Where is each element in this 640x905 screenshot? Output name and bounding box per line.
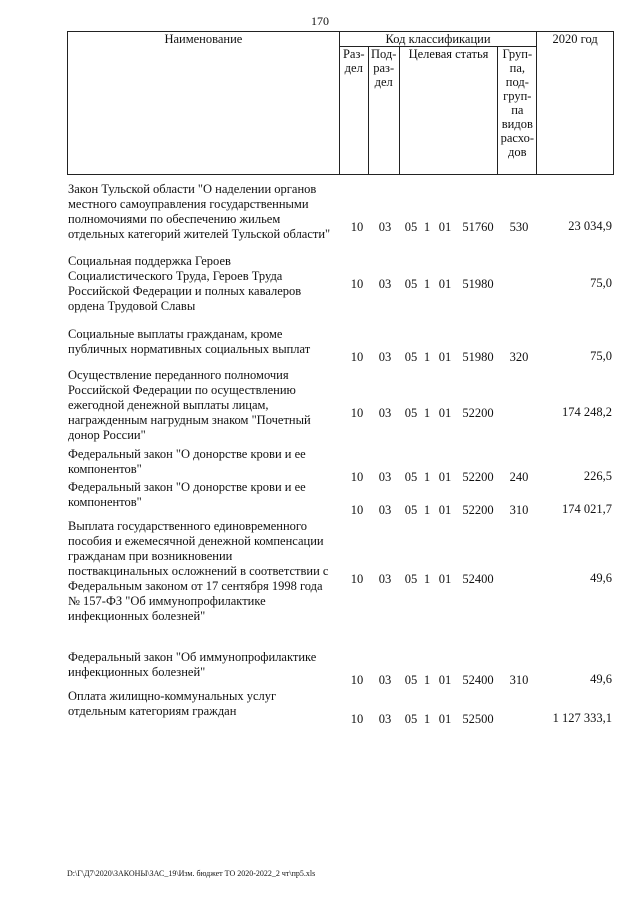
expense-group-code: 530: [509, 220, 529, 234]
row-name-line: компонентов": [68, 495, 142, 509]
amount-2020: 49,6: [590, 571, 612, 585]
target-subprogram-code: 1: [423, 277, 431, 291]
row-name: [68, 650, 348, 680]
target-program-code: 05: [404, 406, 418, 420]
razdel-code: 10: [350, 220, 364, 234]
podrazdel-code: 03: [378, 712, 392, 726]
header-group-line: Груп-: [502, 47, 533, 61]
row-name-line: Российской Федерации по осуществлению: [68, 383, 296, 397]
target-program-code: 05: [404, 277, 418, 291]
target-direction-code: 51980: [462, 277, 494, 291]
row-name-line: гражданам при возникновении: [68, 549, 233, 563]
row-name-line: Выплата государственного единовременного: [68, 519, 307, 533]
row-name-line: инфекционных болезней": [68, 609, 206, 623]
target-event-code: 01: [438, 572, 452, 586]
target-subprogram-code: 1: [423, 572, 431, 586]
expense-group-code: 320: [509, 350, 529, 364]
podrazdel-code: 03: [378, 220, 392, 234]
target-direction-code: 51980: [462, 350, 494, 364]
row-name-line: инфекционных болезней": [68, 665, 206, 679]
header-group-line: под-: [505, 75, 529, 89]
target-subprogram-code: 1: [423, 712, 431, 726]
expense-group-code: 310: [509, 673, 529, 687]
target-event-code: 01: [438, 406, 452, 420]
header-razdel-line: дел: [344, 61, 363, 75]
target-event-code: 01: [438, 220, 452, 234]
razdel-code: 10: [350, 712, 364, 726]
expense-group-code: 240: [509, 470, 529, 484]
row-name-line: награжденным нагрудным знаком "Почетный: [68, 413, 311, 427]
row-name-line: Социальные выплаты гражданам, кроме: [68, 327, 283, 341]
razdel-code: 10: [350, 572, 364, 586]
target-direction-code: 51760: [462, 220, 494, 234]
row-name-line: Российской Федерации и полных кавалеров: [68, 284, 302, 298]
table-header: [67, 31, 614, 175]
header-podrazdel-line: Под-: [370, 47, 397, 61]
podrazdel-code: 03: [378, 673, 392, 687]
row-name-line: ордена Трудовой Славы: [68, 299, 196, 313]
row-name-line: полномочиями по обеспечению жильем: [68, 212, 281, 226]
header-group-line: дов: [508, 145, 527, 159]
header-name: Наименование: [68, 32, 340, 175]
amount-2020: 75,0: [590, 349, 612, 363]
row-name-line: публичных нормативных социальных выплат: [68, 342, 311, 356]
target-direction-code: 52400: [462, 572, 494, 586]
target-program-code: 05: [404, 470, 418, 484]
razdel-code: 10: [350, 470, 364, 484]
podrazdel-code: 03: [378, 406, 392, 420]
target-subprogram-code: 1: [423, 350, 431, 364]
row-name-line: компонентов": [68, 462, 142, 476]
target-program-code: 05: [404, 350, 418, 364]
amount-2020: 174 248,2: [562, 405, 612, 419]
row-name-line: № 157-ФЗ "Об иммунопрофилактике: [68, 594, 266, 608]
target-subprogram-code: 1: [423, 220, 431, 234]
amount-2020: 23 034,9: [568, 219, 612, 233]
amount-2020: 226,5: [583, 469, 612, 483]
amount-2020: 174 021,7: [562, 502, 612, 516]
row-name-line: ежегодной денежной выплаты лицам,: [68, 398, 269, 412]
row-name-line: Федеральным законом от 17 сентября 1998 года: [68, 579, 323, 593]
header-podrazdel-line: дел: [374, 75, 393, 89]
header-group-line: па: [511, 103, 524, 117]
podrazdel-code: 03: [378, 350, 392, 364]
podrazdel-code: 03: [378, 503, 392, 517]
target-subprogram-code: 1: [423, 673, 431, 687]
row-name: [68, 519, 348, 624]
header-group-line: груп-: [503, 89, 532, 103]
row-name-line: Закон Тульской области "О наделении органов: [68, 182, 317, 196]
target-event-code: 01: [438, 470, 452, 484]
page-number: 170: [311, 14, 329, 28]
target-direction-code: 52200: [462, 406, 494, 420]
podrazdel-code: 03: [378, 572, 392, 586]
row-name: [68, 327, 348, 357]
expense-group-code: 310: [509, 503, 529, 517]
podrazdel-code: 03: [378, 277, 392, 291]
row-name-line: Федеральный закон "Об иммунопрофилактике: [68, 650, 317, 664]
razdel-code: 10: [350, 277, 364, 291]
target-subprogram-code: 1: [423, 470, 431, 484]
header-razdel: [339, 47, 368, 175]
row-name: [68, 368, 348, 443]
row-name: [68, 447, 348, 477]
target-subprogram-code: 1: [423, 503, 431, 517]
target-subprogram-code: 1: [423, 406, 431, 420]
row-name-line: Федеральный закон "О донорстве крови и ее: [68, 447, 306, 461]
row-name-line: отдельных категорий жителей Тульской области": [68, 227, 331, 241]
row-name-line: донор России": [68, 428, 146, 442]
row-name: [68, 254, 348, 314]
target-direction-code: 52200: [462, 470, 494, 484]
row-name-line: местного самоуправления государственными: [68, 197, 309, 211]
header-group-line: расхо-: [500, 131, 534, 145]
podrazdel-code: 03: [378, 470, 392, 484]
row-name: [68, 182, 348, 242]
header-group-line: па,: [509, 61, 525, 75]
target-event-code: 01: [438, 350, 452, 364]
target-event-code: 01: [438, 673, 452, 687]
header-group: [498, 47, 537, 175]
target-program-code: 05: [404, 673, 418, 687]
row-name-line: Социальная поддержка Героев: [68, 254, 231, 268]
header-code-group: Код классификации: [339, 32, 537, 47]
target-event-code: 01: [438, 503, 452, 517]
target-direction-code: 52500: [462, 712, 494, 726]
row-name-line: Осуществление переданного полномочия: [68, 368, 289, 382]
header-podrazdel-line: раз-: [373, 61, 395, 75]
target-program-code: 05: [404, 220, 418, 234]
target-event-code: 01: [438, 277, 452, 291]
row-name-line: Оплата жилищно-коммунальных услуг: [68, 689, 277, 703]
header-year: 2020 год: [537, 32, 614, 175]
header-podrazdel: [368, 47, 399, 175]
target-program-code: 05: [404, 712, 418, 726]
razdel-code: 10: [350, 503, 364, 517]
row-name-line: поствакцинальных осложнений в соответствии с: [68, 564, 329, 578]
target-event-code: 01: [438, 712, 452, 726]
row-name: [68, 689, 348, 719]
razdel-code: 10: [350, 673, 364, 687]
target-direction-code: 52200: [462, 503, 494, 517]
row-name-line: пособия и ежемесячной денежной компенсации: [68, 534, 324, 548]
file-path-footer: D:\Г\Д7\2020\ЗАКОНЫ\ЗАС_19\Изм. бюджет ТО 2020-2022_2 чт\пр5.xls: [67, 869, 316, 878]
header-target: Целевая статья: [399, 47, 498, 175]
amount-2020: 49,6: [590, 672, 612, 686]
target-direction-code: 52400: [462, 673, 494, 687]
razdel-code: 10: [350, 406, 364, 420]
target-program-code: 05: [404, 503, 418, 517]
row-name-line: Федеральный закон "О донорстве крови и ее: [68, 480, 306, 494]
amount-2020: 75,0: [590, 276, 612, 290]
row-name-line: отдельным категориям граждан: [68, 704, 237, 718]
header-group-line: видов: [501, 117, 533, 131]
row-name-line: Социалистического Труда, Героев Труда: [68, 269, 283, 283]
razdel-code: 10: [350, 350, 364, 364]
amount-2020: 1 127 333,1: [552, 711, 612, 725]
row-name: [68, 480, 348, 510]
target-program-code: 05: [404, 572, 418, 586]
header-razdel-line: Раз-: [342, 47, 365, 61]
